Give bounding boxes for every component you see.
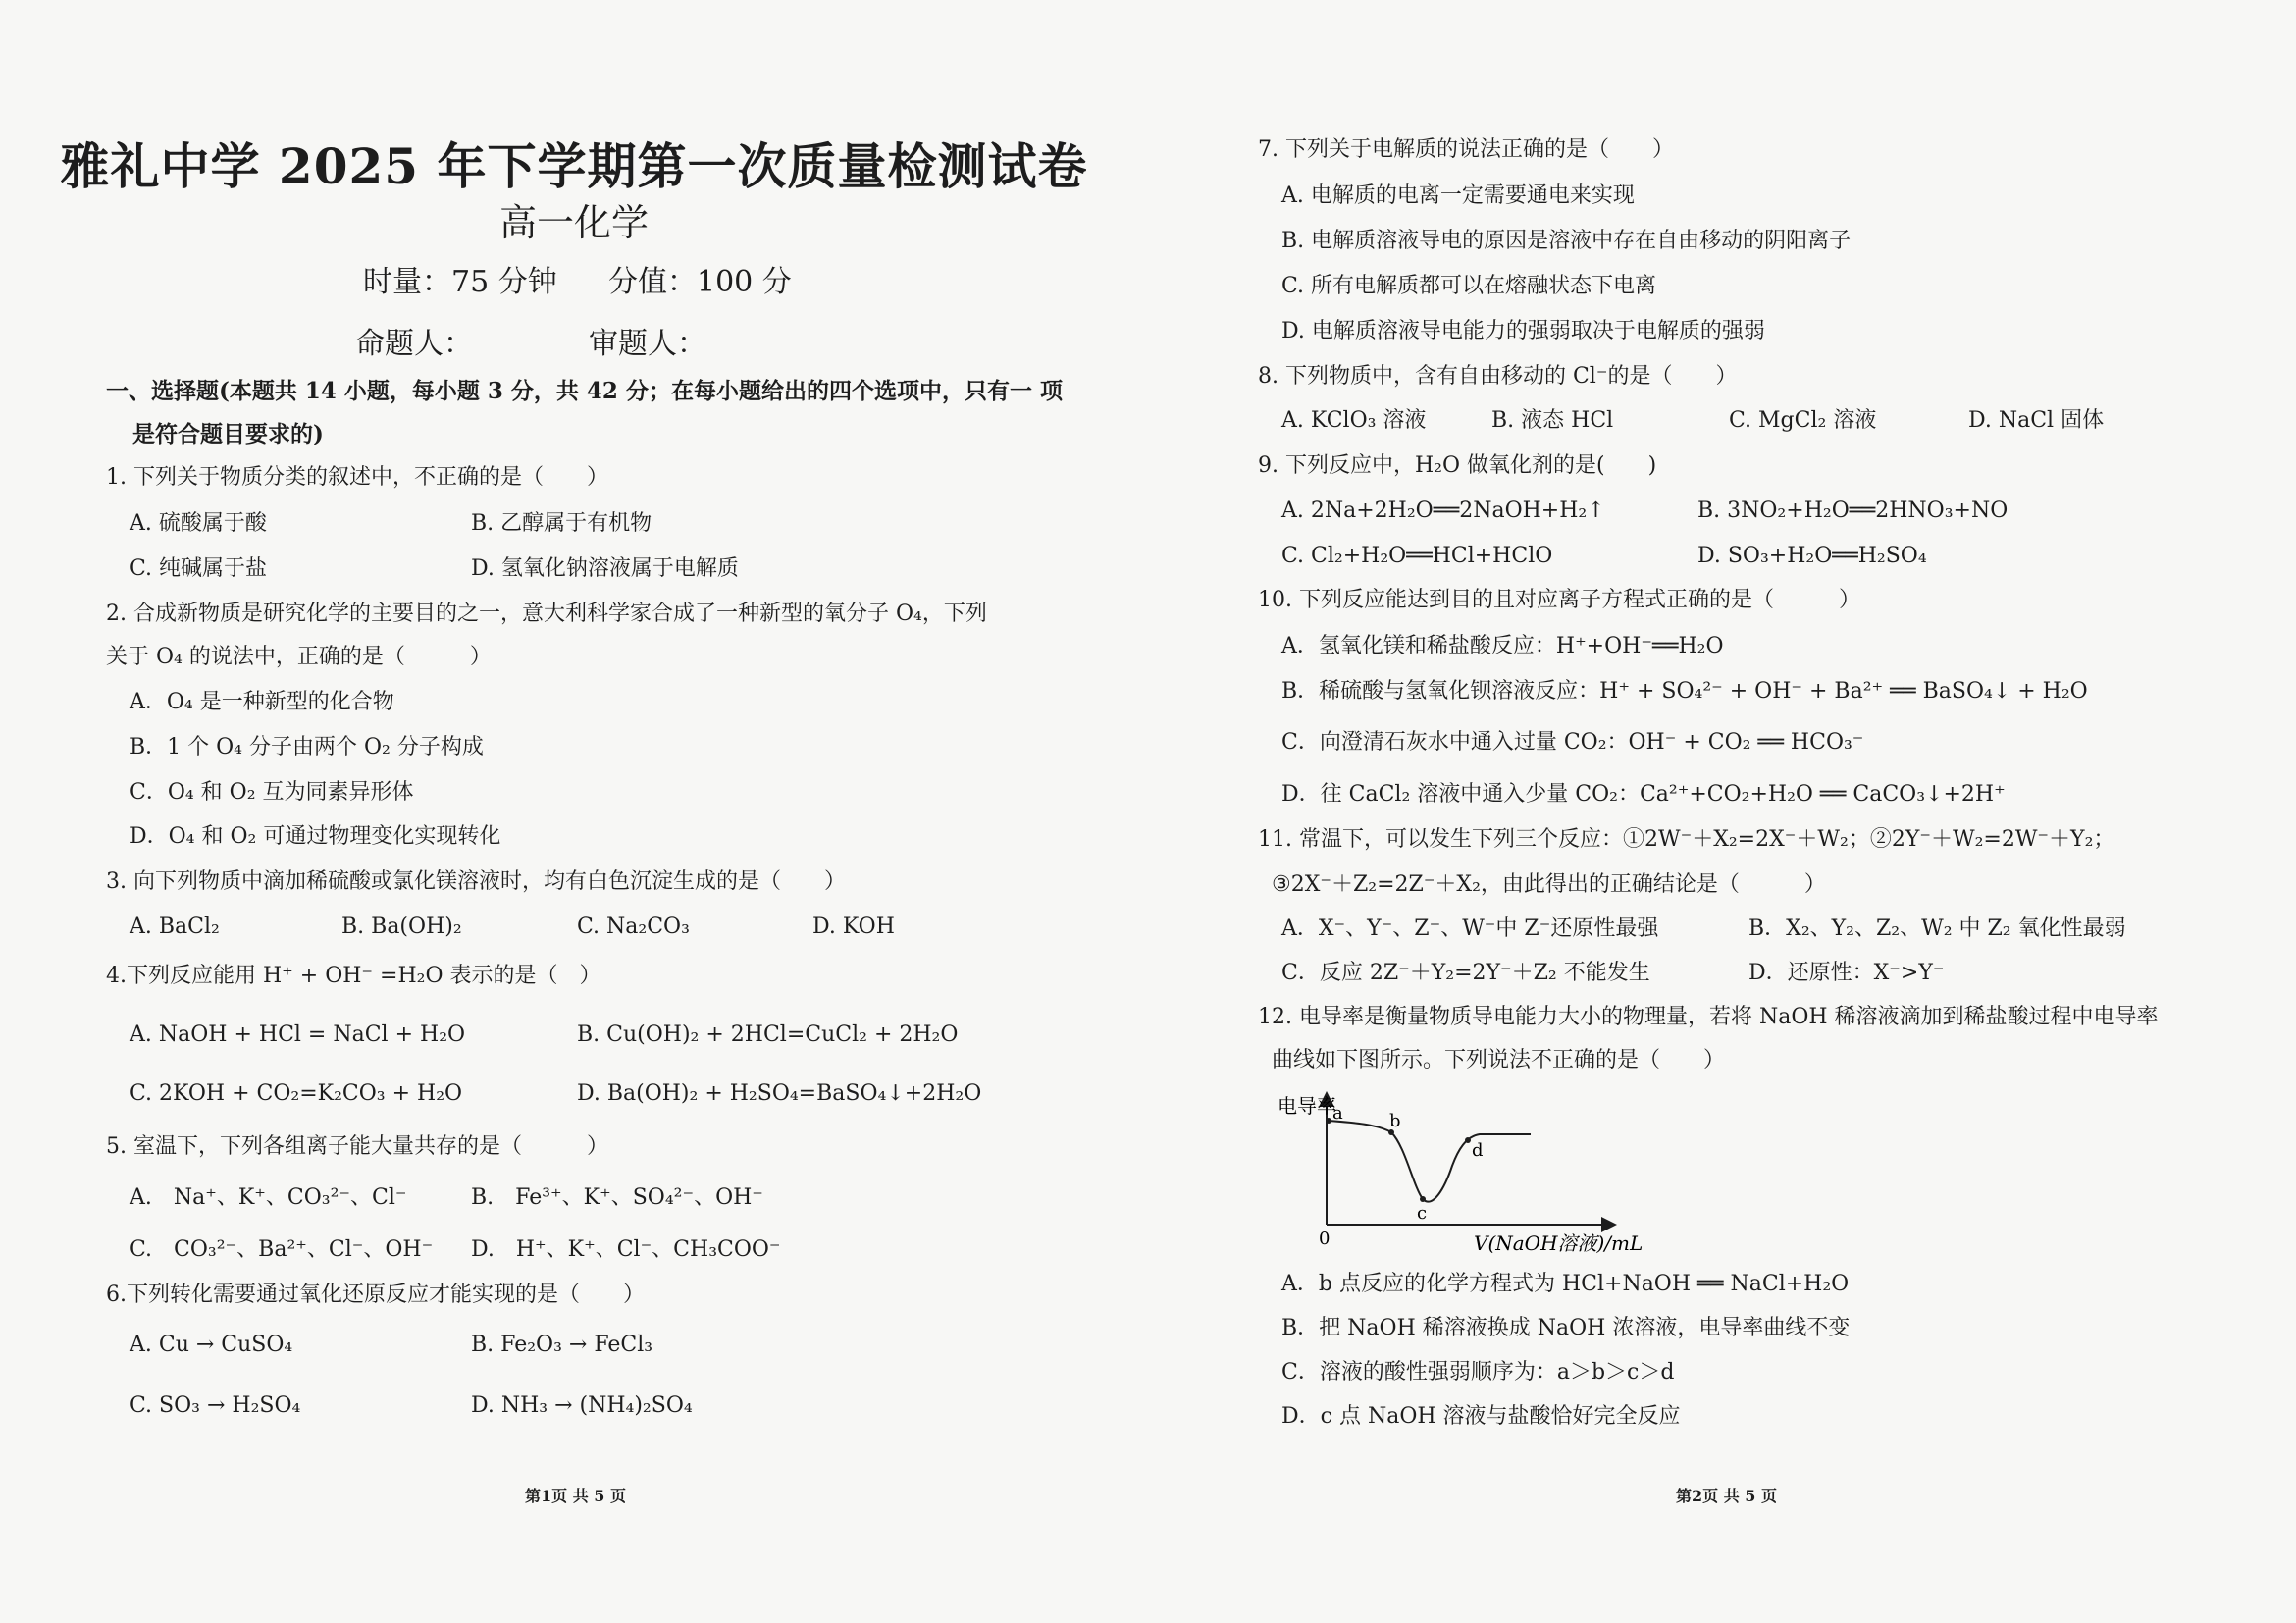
exam-title: 雅礼中学 2025 年下学期第一次质量检测试卷 bbox=[60, 137, 1088, 195]
q3-option-d: D. KOH bbox=[812, 915, 895, 939]
q12-option-a: A．b 点反应的化学方程式为 HCl+NaOH ══ NaCl+H₂O bbox=[1281, 1272, 1850, 1296]
q7-option-b: B. 电解质溶液导电的原因是溶液中存在自由移动的阴阳离子 bbox=[1281, 229, 1852, 253]
question-4: 4.下列反应能用 H⁺ + OH⁻ =H₂O 表示的是（ ） bbox=[106, 964, 601, 988]
q4-option-b: B. Cu(OH)₂ + 2HCl=CuCl₂ + 2H₂O bbox=[577, 1022, 959, 1047]
question-7: 7. 下列关于电解质的说法正确的是（ ） bbox=[1258, 137, 1674, 162]
graph-x-label: V(NaOH溶液)/mL bbox=[1474, 1231, 1644, 1255]
q7-option-c: C. 所有电解质都可以在熔融状态下电离 bbox=[1281, 274, 1657, 298]
q5-option-b: B. Fe³⁺、K⁺、SO₄²⁻、OH⁻ bbox=[471, 1185, 763, 1210]
graph-origin-label: 0 bbox=[1319, 1229, 1331, 1249]
page-right bbox=[1148, 0, 2296, 1623]
q4-option-a: A. NaOH + HCl = NaCl + H₂O bbox=[130, 1022, 466, 1047]
point-a-label: a bbox=[1332, 1103, 1343, 1124]
q1-option-a: A. 硫酸属于酸 bbox=[130, 511, 267, 536]
question-11-line2: ③2X⁻＋Z₂=2Z⁻＋X₂，由此得出的正确结论是（ ） bbox=[1272, 872, 1826, 897]
q11-option-c: C．反应 2Z⁻＋Y₂=2Y⁻＋Z₂ 不能发生 bbox=[1281, 961, 1650, 985]
question-2-line2: 关于 O₄ 的说法中，正确的是（ ） bbox=[106, 645, 492, 669]
q8-option-b: B. 液态 HCl bbox=[1491, 408, 1614, 433]
q6-option-a: A. Cu → CuSO₄ bbox=[130, 1333, 293, 1357]
conductivity-curve bbox=[1329, 1121, 1531, 1202]
q4-option-d: D. Ba(OH)₂ + H₂SO₄=BaSO₄↓+2H₂O bbox=[577, 1081, 982, 1106]
q9-option-a: A. 2Na+2H₂O══2NaOH+H₂↑ bbox=[1281, 498, 1605, 523]
q6-option-c: C. SO₃ → H₂SO₄ bbox=[130, 1393, 301, 1418]
q11-option-d: D．还原性：X⁻>Y⁻ bbox=[1748, 961, 1945, 985]
question-12-line2: 曲线如下图所示。下列说法不正确的是（ ） bbox=[1272, 1048, 1726, 1073]
q8-option-a: A. KClO₃ 溶液 bbox=[1281, 408, 1427, 433]
point-d-label: d bbox=[1472, 1140, 1484, 1161]
question-1: 1. 下列关于物质分类的叙述中，不正确的是（ ） bbox=[106, 465, 608, 490]
q9-option-c: C. Cl₂+H₂O══HCl+HClO bbox=[1281, 544, 1553, 568]
q3-option-a: A. BaCl₂ bbox=[130, 915, 220, 939]
q9-option-d: D. SO₃+H₂O══H₂SO₄ bbox=[1697, 544, 1927, 568]
question-10: 10. 下列反应能达到目的且对应离子方程式正确的是（ ） bbox=[1258, 588, 1860, 612]
author-label: 命题人： bbox=[355, 327, 473, 361]
point-b-label: b bbox=[1389, 1111, 1401, 1131]
score-label: 分值：100 分 bbox=[608, 265, 792, 299]
q12-option-c: C．溶液的酸性强弱顺序为：a＞b＞c＞d bbox=[1281, 1360, 1675, 1385]
q10-option-a: A．氢氧化镁和稀盐酸反应：H⁺+OH⁻══H₂O bbox=[1281, 634, 1724, 658]
question-5: 5. 室温下，下列各组离子能大量共存的是（ ） bbox=[106, 1134, 608, 1159]
q2-option-b: B．1 个 O₄ 分子由两个 O₂ 分子构成 bbox=[130, 735, 484, 759]
q11-option-b: B．X₂、Y₂、Z₂、W₂ 中 Z₂ 氧化性最弱 bbox=[1748, 916, 2126, 941]
point-c-marker bbox=[1420, 1196, 1426, 1202]
question-2-line1: 2. 合成新物质是研究化学的主要目的之一，意大利科学家合成了一种新型的氧分子 O₄，下列 bbox=[106, 602, 987, 626]
q8-option-d: D. NaCl 固体 bbox=[1968, 408, 2105, 433]
question-9: 9. 下列反应中，H₂O 做氧化剂的是( ) bbox=[1258, 453, 1657, 478]
point-c-label: c bbox=[1417, 1203, 1428, 1224]
q12-option-b: B．把 NaOH 稀溶液换成 NaOH 浓溶液，电导率曲线不变 bbox=[1281, 1316, 1851, 1340]
q6-option-d: D. NH₃ → (NH₄)₂SO₄ bbox=[471, 1393, 693, 1418]
q5-option-c: C. CO₃²⁻、Ba²⁺、Cl⁻、OH⁻ bbox=[130, 1237, 434, 1262]
question-6: 6.下列转化需要通过氧化还原反应才能实现的是（ ） bbox=[106, 1283, 645, 1307]
graph-y-label: 电导率 bbox=[1278, 1094, 1336, 1118]
q5-option-a: A. Na⁺、K⁺、CO₃²⁻、Cl⁻ bbox=[130, 1185, 407, 1210]
q5-option-d: D. H⁺、K⁺、Cl⁻、CH₃COO⁻ bbox=[471, 1237, 781, 1262]
q4-option-c: C. 2KOH + CO₂=K₂CO₃ + H₂O bbox=[130, 1081, 463, 1106]
q3-option-c: C. Na₂CO₃ bbox=[577, 915, 690, 939]
reviewer-label: 审题人： bbox=[589, 327, 706, 361]
q2-option-d: D．O₄ 和 O₂ 可通过物理变化实现转化 bbox=[130, 824, 501, 849]
q6-option-b: B. Fe₂O₃ → FeCl₃ bbox=[471, 1333, 653, 1357]
q10-option-c: C．向澄清石灰水中通入过量 CO₂：OH⁻ + CO₂ ══ HCO₃⁻ bbox=[1281, 730, 1864, 755]
time-label: 时量：75 分钟 bbox=[363, 265, 557, 299]
q1-option-d: D. 氢氧化钠溶液属于电解质 bbox=[471, 556, 739, 581]
q10-option-b: B．稀硫酸与氢氧化钡溶液反应：H⁺ + SO₄²⁻ + OH⁻ + Ba²⁺ ══ BaSO₄↓ + H₂O bbox=[1281, 679, 2088, 704]
question-11-line1: 11. 常温下，可以发生下列三个反应：①2W⁻＋X₂=2X⁻＋W₂；②2Y⁻＋W₂=2W⁻＋Y₂； bbox=[1258, 827, 2115, 852]
q2-option-c: C．O₄ 和 O₂ 互为同素异形体 bbox=[130, 780, 414, 805]
q9-option-b: B. 3NO₂+H₂O══2HNO₃+NO bbox=[1697, 498, 2009, 523]
point-a-marker bbox=[1326, 1118, 1331, 1124]
question-3: 3. 向下列物质中滴加稀硫酸或氯化镁溶液时，均有白色沉淀生成的是（ ） bbox=[106, 869, 846, 894]
page-footer-right: 第2页 共 5 页 bbox=[1676, 1487, 1777, 1505]
q12-option-d: D．c 点 NaOH 溶液与盐酸恰好完全反应 bbox=[1281, 1404, 1681, 1429]
section-heading-line1: 一、选择题(本题共 14 小题，每小题 3 分，共 42 分；在每小题给出的四个选项中，只有一 项 bbox=[106, 378, 1063, 404]
q1-option-c: C. 纯碱属于盐 bbox=[130, 556, 268, 581]
section-heading-line2: 是符合题目要求的) bbox=[132, 421, 324, 447]
q11-option-a: A．X⁻、Y⁻、Z⁻、W⁻中 Z⁻还原性最强 bbox=[1281, 916, 1659, 941]
q7-option-a: A. 电解质的电离一定需要通电来实现 bbox=[1281, 183, 1635, 208]
question-8: 8. 下列物质中，含有自由移动的 Cl⁻的是（ ） bbox=[1258, 364, 1738, 389]
question-12-line1: 12. 电导率是衡量物质导电能力大小的物理量，若将 NaOH 稀溶液滴加到稀盐酸过程中电导率 bbox=[1258, 1005, 2159, 1029]
q10-option-d: D．往 CaCl₂ 溶液中通入少量 CO₂：Ca²⁺+CO₂+H₂O ══ CaCO₃↓+2H⁺ bbox=[1281, 782, 2006, 807]
q3-option-b: B. Ba(OH)₂ bbox=[341, 915, 462, 939]
conductivity-graph bbox=[1278, 1087, 1697, 1255]
q7-option-d: D. 电解质溶液导电能力的强弱取决于电解质的强弱 bbox=[1281, 319, 1765, 343]
q1-option-b: B. 乙醇属于有机物 bbox=[471, 511, 652, 536]
q8-option-c: C. MgCl₂ 溶液 bbox=[1729, 408, 1877, 433]
page-footer-left: 第1页 共 5 页 bbox=[525, 1487, 626, 1505]
exam-subject: 高一化学 bbox=[498, 201, 649, 244]
point-d-marker bbox=[1465, 1137, 1471, 1143]
q2-option-a: A．O₄ 是一种新型的化合物 bbox=[130, 690, 394, 714]
